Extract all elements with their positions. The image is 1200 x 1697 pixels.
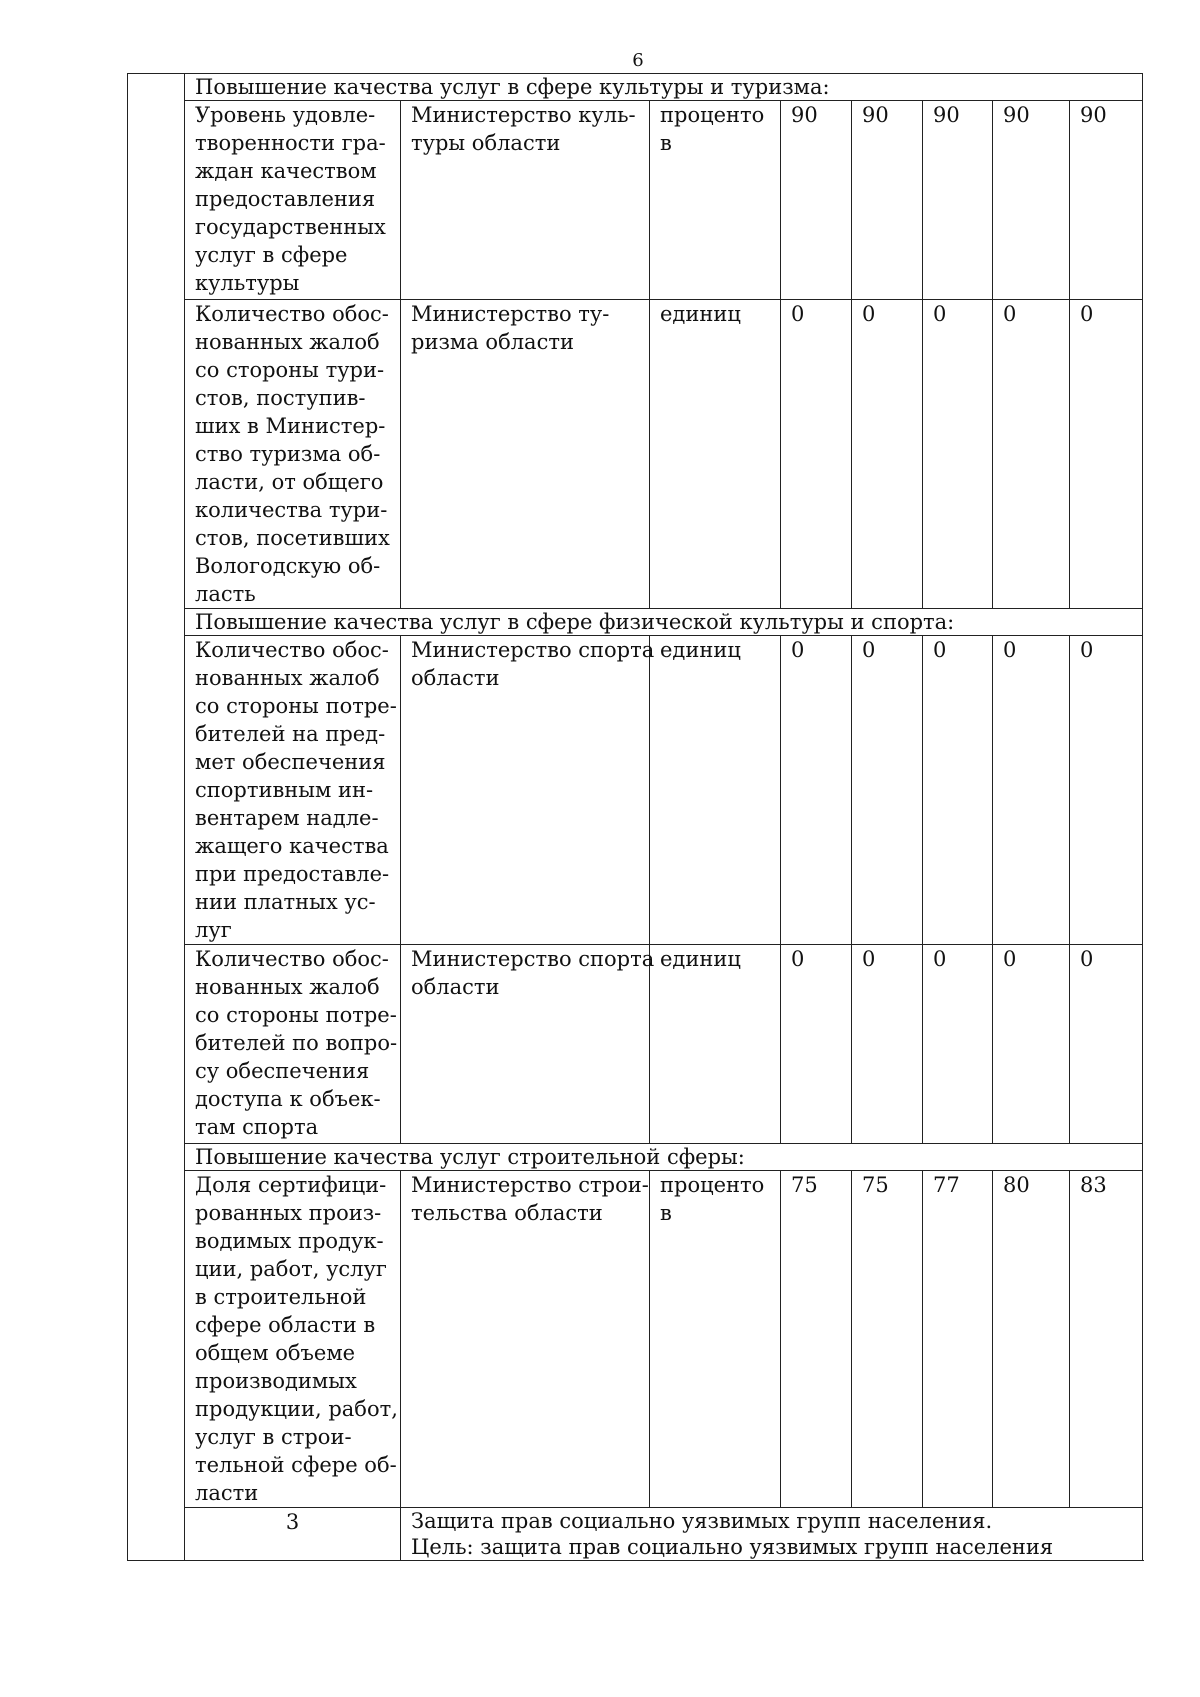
indicator-line: предоставления xyxy=(195,187,376,211)
goal-text: Цель: защита прав социально уязвимых групп населения xyxy=(411,1535,1054,1559)
value-cell: 83 xyxy=(1070,1171,1143,1508)
indicator-line: ции, работ, услуг xyxy=(195,1257,387,1281)
value-cell: 0 xyxy=(852,945,923,1144)
row-number-cell xyxy=(128,74,185,1561)
table-row xyxy=(128,300,1143,609)
indicator-line: нованных жалоб xyxy=(195,975,380,999)
ministry-cell xyxy=(401,636,655,945)
indicator-cell xyxy=(185,636,401,945)
indicator-line: со стороны потре- xyxy=(195,694,397,718)
indicator-line: Количество обос- xyxy=(195,947,389,971)
value-cell: 90 xyxy=(923,101,993,300)
unit-cell: единиц xyxy=(650,945,781,1144)
indicator-line: производимых xyxy=(195,1369,357,1393)
indicator-line: ласти, от общего xyxy=(195,470,384,494)
indicator-line: со стороны потре- xyxy=(195,1003,397,1027)
ministry-line: Министерство куль- xyxy=(411,103,636,127)
indicator-line: водимых продук- xyxy=(195,1229,384,1253)
indicator-line: луг xyxy=(195,918,232,942)
indicator-line: жащего качества xyxy=(195,834,389,858)
unit-cell: единиц xyxy=(650,300,781,609)
indicator-line: Количество обос- xyxy=(195,302,389,326)
indicator-cell xyxy=(185,101,401,300)
value-cell: 75 xyxy=(852,1171,923,1508)
value-cell: 90 xyxy=(993,101,1070,300)
indicator-line: нованных жалоб xyxy=(195,330,380,354)
value-cell: 0 xyxy=(1070,945,1143,1144)
indicator-line: при предоставле- xyxy=(195,862,390,886)
ministry-line: ризма области xyxy=(411,330,574,354)
section-row-culture xyxy=(128,74,1143,101)
value-cell: 0 xyxy=(993,300,1070,609)
section-title-sport: Повышение качества услуг в сфере физической культуры и спорта: xyxy=(185,609,1143,636)
indicator-line: рованных произ- xyxy=(195,1201,382,1225)
ministry-line: области xyxy=(411,666,500,690)
goal-cell xyxy=(401,1508,1143,1561)
indicator-line: там спорта xyxy=(195,1115,319,1139)
section-title-culture: Повышение качества услуг в сфере культуры и туризма: xyxy=(185,74,1143,101)
indicator-line: в строительной xyxy=(195,1285,367,1309)
indicator-line: культуры xyxy=(195,271,300,295)
indicator-line: стов, посетивших xyxy=(195,526,390,550)
indicator-line: доступа к объек- xyxy=(195,1087,381,1111)
ministry-line: Министерство ту- xyxy=(411,302,610,326)
value-cell: 90 xyxy=(781,101,852,300)
value-cell: 0 xyxy=(993,945,1070,1144)
ministry-cell xyxy=(401,300,650,609)
page-number: 6 xyxy=(632,50,644,71)
indicator-line: вентарем надле- xyxy=(195,806,379,830)
ministry-line: Министерство спорта xyxy=(411,947,655,971)
value-cell: 77 xyxy=(923,1171,993,1508)
value-cell: 0 xyxy=(923,300,993,609)
indicator-line: бителей по вопро- xyxy=(195,1031,398,1055)
indicator-line: общем объеме xyxy=(195,1341,356,1365)
indicator-line: Доля сертифици- xyxy=(195,1173,387,1197)
indicator-line: количества тури- xyxy=(195,498,388,522)
value-cell: 0 xyxy=(852,636,923,945)
ministry-line: туры области xyxy=(411,131,561,155)
value-cell: 0 xyxy=(852,300,923,609)
ministry-cell xyxy=(401,101,650,300)
section-title-construction: Повышение качества услуг строительной сферы: xyxy=(185,1144,1143,1171)
indicator-line: нии платных ус- xyxy=(195,890,376,914)
section-row-vulnerable-groups xyxy=(128,1508,1143,1561)
indicator-line: Вологодскую об- xyxy=(195,554,381,578)
ministry-cell xyxy=(401,945,655,1144)
section-row-construction xyxy=(128,1144,1143,1171)
table-row xyxy=(128,945,1143,1144)
indicator-line: нованных жалоб xyxy=(195,666,380,690)
value-cell: 80 xyxy=(993,1171,1070,1508)
indicator-line: Уровень удовле- xyxy=(195,103,376,127)
indicator-line: со стороны тури- xyxy=(195,358,385,382)
indicator-line: ших в Министер- xyxy=(195,414,386,438)
value-cell: 0 xyxy=(993,636,1070,945)
unit-cell: процентов xyxy=(650,101,781,300)
ministry-line: Министерство строи- xyxy=(411,1173,649,1197)
ministry-line: тельства области xyxy=(411,1201,603,1225)
indicator-cell xyxy=(185,300,401,609)
indicator-cell xyxy=(185,945,401,1144)
ministry-line: Министерство спорта xyxy=(411,638,655,662)
value-cell: 75 xyxy=(781,1171,852,1508)
indicator-line: услуг в строи- xyxy=(195,1425,352,1449)
value-cell: 90 xyxy=(852,101,923,300)
value-cell: 0 xyxy=(781,300,852,609)
indicator-line: мет обеспечения xyxy=(195,750,386,774)
indicator-line: су обеспечения xyxy=(195,1059,370,1083)
table-row xyxy=(128,1171,1143,1508)
indicator-line: ство туризма об- xyxy=(195,442,381,466)
ministry-cell xyxy=(401,1171,650,1508)
indicator-line: продукции, работ, xyxy=(195,1397,398,1421)
value-cell: 0 xyxy=(1070,636,1143,945)
indicator-line: тельной сфере об- xyxy=(195,1453,397,1477)
indicator-cell xyxy=(185,1171,401,1508)
value-cell: 90 xyxy=(1070,101,1143,300)
unit-cell: процентов xyxy=(650,1171,781,1508)
row-number: 3 xyxy=(185,1508,401,1561)
indicator-line: спортивным ин- xyxy=(195,778,374,802)
unit-cell: единиц xyxy=(650,636,781,945)
indicator-line: сфере области в xyxy=(195,1313,376,1337)
table-row xyxy=(128,101,1143,300)
section-row-sport xyxy=(128,609,1143,636)
indicator-line: государственных xyxy=(195,215,386,239)
value-cell: 0 xyxy=(781,945,852,1144)
table-row xyxy=(128,636,1143,945)
value-cell: 0 xyxy=(923,945,993,1144)
indicator-line: стов, поступив- xyxy=(195,386,366,410)
indicator-line: творенности гра- xyxy=(195,131,386,155)
value-cell: 0 xyxy=(1070,300,1143,609)
value-cell: 0 xyxy=(781,636,852,945)
indicator-line: ласти xyxy=(195,1481,259,1505)
indicator-line: бителей на пред- xyxy=(195,722,386,746)
indicator-line: ласть xyxy=(195,582,256,606)
value-cell: 0 xyxy=(923,636,993,945)
indicator-line: ждан качеством xyxy=(195,159,377,183)
ministry-line: области xyxy=(411,975,500,999)
indicator-line: услуг в сфере xyxy=(195,243,348,267)
indicator-line: Количество обос- xyxy=(195,638,389,662)
goal-title: Защита прав социально уязвимых групп населения. xyxy=(411,1509,993,1533)
indicators-table xyxy=(127,73,1143,1561)
